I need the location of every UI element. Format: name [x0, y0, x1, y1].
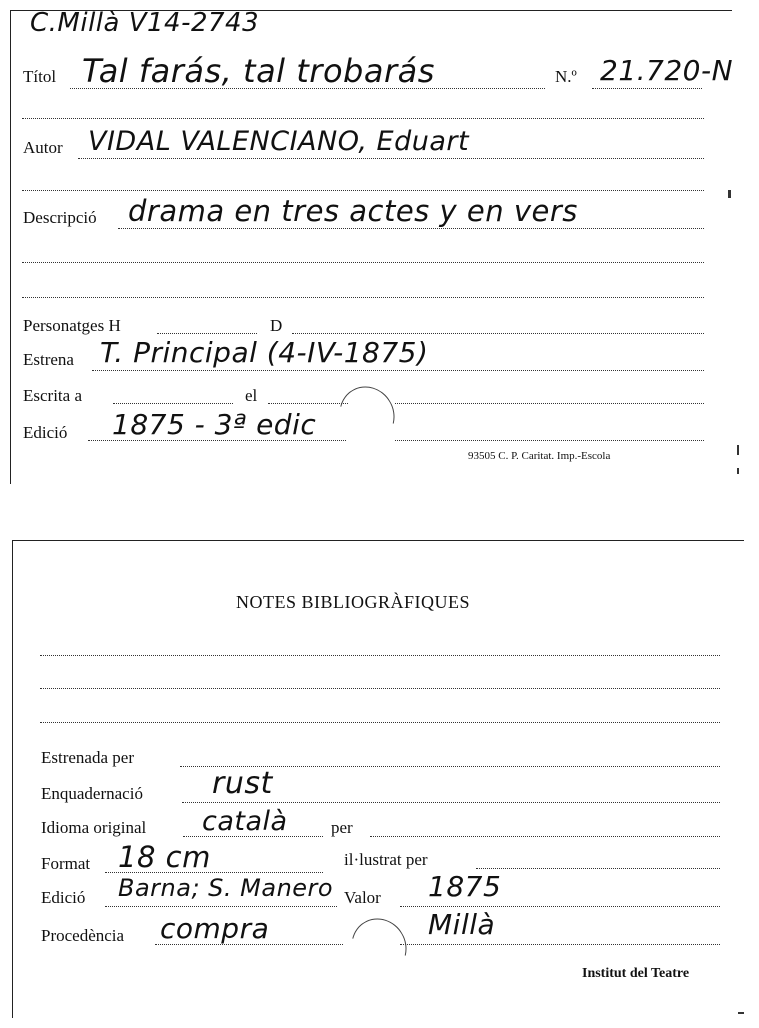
descripcio-line: [118, 228, 704, 229]
notes-line-2: [40, 688, 720, 689]
autor-value: VIDAL VALENCIANO, Eduart: [88, 126, 470, 157]
blank-line-1: [22, 118, 704, 119]
edicio-tail-line: [395, 440, 704, 441]
autor-line: [78, 158, 704, 159]
escrita-tail-line: [395, 403, 704, 404]
estrena-label: Estrena: [23, 350, 74, 369]
call-number: C.Millà V14-2743: [30, 8, 260, 38]
descripcio-label: Descripció: [23, 208, 97, 227]
enquadernacio-line: [182, 802, 720, 803]
edicio2-line: [105, 906, 337, 907]
per-label: per: [331, 818, 353, 837]
el-label: el: [245, 386, 258, 405]
per-line: [370, 836, 720, 837]
numero-line: [592, 88, 702, 89]
valor-line: [400, 906, 720, 907]
idioma-value: català: [202, 806, 288, 837]
personatges-h-line: [157, 333, 257, 334]
edicio-label: Edició: [23, 423, 68, 442]
notes-line-3: [40, 722, 720, 723]
personatges-label: Personatges H: [23, 316, 121, 335]
escrita-line: [113, 403, 233, 404]
enquadernacio-label: Enquadernació: [41, 784, 143, 803]
escrita-label: Escrita a: [23, 386, 82, 405]
numero-value: 21.720-N: [600, 54, 734, 87]
blank-line-3: [22, 262, 704, 263]
notes-heading: NOTES BIBLIOGRÀFIQUES: [236, 592, 471, 612]
edicio2-value: Barna; S. Manero: [118, 874, 334, 902]
titol-label: Títol: [23, 67, 57, 86]
notes-line-1: [40, 655, 720, 656]
idioma-label: Idioma original: [41, 818, 147, 837]
numero-label: N.º: [555, 67, 577, 86]
enquadernacio-value: rust: [212, 766, 273, 801]
printer-note: 93505 C. P. Caritat. Imp.-Escola: [468, 450, 611, 462]
illustrat-label: il·lustrat per: [344, 850, 428, 869]
illustrat-line: [476, 868, 720, 869]
edge-mark: [737, 445, 739, 455]
estrena-line: [92, 370, 704, 371]
descripcio-value: drama en tres actes y en vers: [128, 194, 578, 228]
procedencia-tail-line: [400, 944, 720, 945]
el-line: [268, 403, 348, 404]
procedencia-label: Procedència: [41, 926, 125, 945]
procedencia-extra: Millà: [428, 908, 496, 941]
edge-mark: [737, 468, 739, 474]
titol-value: Tal farás, tal trobarás: [82, 52, 435, 90]
edge-mark: [738, 1012, 744, 1014]
personatges-d-label: D: [270, 316, 283, 335]
format-value: 18 cm: [118, 840, 211, 874]
estrena-value: T. Principal (4-IV-1875): [100, 336, 429, 369]
format-label: Format: [41, 854, 91, 873]
edicio-value: 1875 - 3ª edic: [112, 408, 317, 441]
valor-label: Valor: [344, 888, 381, 907]
blank-line-2: [22, 190, 704, 191]
edicio2-label: Edició: [41, 888, 86, 907]
edge-mark: [728, 190, 731, 198]
personatges-d-line: [292, 333, 704, 334]
blank-line-4: [22, 297, 704, 298]
institution-label: Institut del Teatre: [582, 966, 690, 981]
valor-value: 1875: [428, 870, 502, 903]
procedencia-value: compra: [160, 912, 270, 945]
estrenada-label: Estrenada per: [41, 748, 134, 767]
autor-label: Autor: [23, 138, 63, 157]
